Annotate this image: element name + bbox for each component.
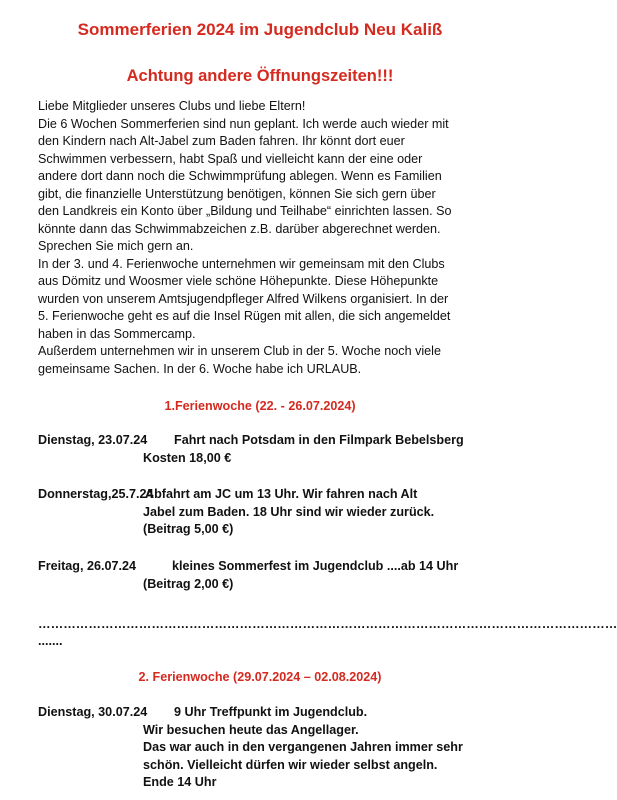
event-text: kleines Sommerfest im Jugendclub ....ab 14 Uhr <box>172 559 459 573</box>
event-date: Dienstag, 30.07.24 <box>38 705 148 719</box>
intro-line: Liebe Mitglieder unseres Clubs und liebe Eltern! <box>38 99 306 113</box>
separator-dots: ………………………………………………………………………………………………………………………… <box>38 617 617 631</box>
intro-line: Außerdem unternehmen wir in unserem Club in der 5. Woche noch viele <box>38 344 441 358</box>
event-text: Abfahrt am JC um 13 Uhr. Wir fahren nach Alt <box>145 487 418 501</box>
event-date: Dienstag, 23.07.24 <box>38 433 148 447</box>
intro-text <box>38 98 493 378</box>
event-text: Fahrt nach Potsdam in den Filmpark Bebelsberg <box>174 433 464 447</box>
event-item <box>38 486 508 539</box>
event-detail: (Beitrag 5,00 €) <box>143 522 234 536</box>
intro-line: wurden von unserem Amtsjugendpfleger Alfred Wilkens organisiert. In der <box>38 291 449 306</box>
event-detail: Wir besuchen heute das Angellager. <box>143 722 359 737</box>
separator-dots: ....... <box>38 634 63 648</box>
intro-line: 5. Ferienwoche geht es auf die Insel Rügen mit allen, die sich angemeldet <box>38 309 451 323</box>
page-title: Sommerferien 2024 im Jugendclub Neu Kaliß <box>77 20 443 39</box>
event-date: Donnerstag,25.7.24 <box>38 487 154 501</box>
event-text: 9 Uhr Treffpunkt im Jugendclub. <box>174 705 368 719</box>
intro-line: den Landkreis ein Konto über „Bildung und Teilhabe“ einrichten lassen. So <box>38 204 452 218</box>
week1-heading: 1.Ferienwoche (22. - 26.07.2024) <box>164 399 356 413</box>
event-item <box>38 558 508 593</box>
page-subtitle: Achtung andere Öffnungszeiten!!! <box>126 67 394 85</box>
intro-line: Sprechen Sie mich gern an. <box>38 239 194 253</box>
intro-line: Die 6 Wochen Sommerferien sind nun geplant. Ich werde auch wieder mit <box>38 116 449 131</box>
intro-line: In der 3. und 4. Ferienwoche unternehmen wir gemeinsam mit den Clubs <box>38 256 445 271</box>
intro-line: andere dort dann noch die Schwimmprüfung ablegen. Wenn es Familien <box>38 169 442 183</box>
intro-line: den Kindern nach Alt-Jabel zum Baden fahren. Ihr könnt dort euer <box>38 134 405 148</box>
event-detail: (Beitrag 2,00 €) <box>143 576 234 591</box>
event-date: Freitag, 26.07.24 <box>38 559 137 573</box>
intro-line: könnte dann das Schwimmabzeichen z.B. darüber abgerechnet werden. <box>38 221 441 236</box>
intro-line: haben in das Sommercamp. <box>38 326 196 341</box>
event-detail: Ende 14 Uhr <box>143 775 217 789</box>
event-detail: schön. Vielleicht dürfen wir wieder selbst angeln. <box>143 757 438 772</box>
event-detail: Jabel zum Baden. 18 Uhr sind wir wieder zurück. <box>143 504 435 519</box>
event-detail: Kosten 18,00 € <box>143 450 232 465</box>
event-item <box>38 432 508 467</box>
event-item <box>38 704 508 792</box>
event-detail: Das war auch in den vergangenen Jahren immer sehr <box>143 740 463 754</box>
intro-line: Schwimmen verbessern, habt Spaß und vielleicht kann der eine oder <box>38 151 423 166</box>
intro-line: gemeinsame Sachen. In der 6. Woche habe ich URLAUB. <box>38 361 362 376</box>
week2-heading: 2. Ferienwoche (29.07.2024 – 02.08.2024) <box>138 670 382 684</box>
intro-line: gibt, die finanzielle Unterstützung benötigen, können Sie sich gern über <box>38 186 436 201</box>
intro-line: aus Dömitz und Woosmer viele schöne Höhepunkte. Diese Höhepunkte <box>38 274 439 288</box>
